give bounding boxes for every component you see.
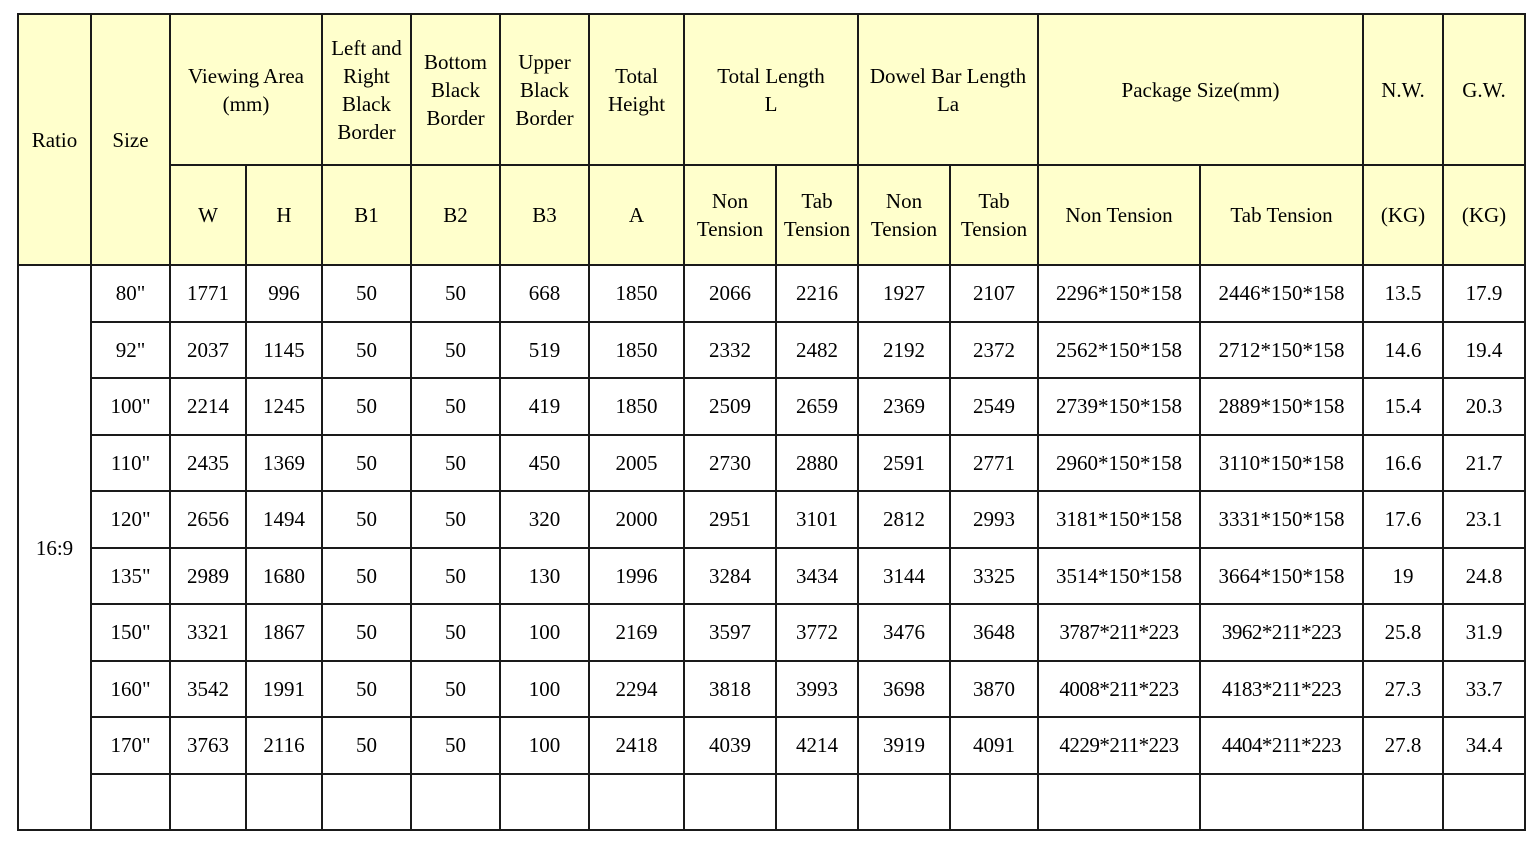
cell-b1: 50	[322, 378, 411, 435]
ratio-cell: 16:9	[18, 265, 91, 830]
cell-l-non: 2951	[684, 491, 776, 548]
header-bottom-line2: Black	[431, 77, 480, 102]
cell-la-tab: 3648	[950, 604, 1038, 661]
cell-gw: 31.9	[1443, 604, 1525, 661]
cell-pkg-non: 4229*211*223	[1038, 717, 1200, 774]
header-length-non-line1: Non	[711, 189, 749, 213]
cell-b2: 50	[411, 661, 500, 718]
cell-la-tab: 3870	[950, 661, 1038, 718]
header-b3: B3	[500, 165, 589, 265]
cell-pkg-tab: 3664*150*158	[1200, 548, 1363, 605]
cell-l-non: 2509	[684, 378, 776, 435]
table-row	[18, 491, 1525, 548]
cell-pkg-tab: 4404*211*223	[1200, 717, 1363, 774]
cell-la-non: 2192	[858, 322, 950, 379]
cell-size: 120"	[91, 491, 170, 548]
header-length-tab-tension	[776, 165, 858, 265]
header-length-tab-line2: Tension	[783, 217, 851, 241]
empty-cell	[776, 774, 858, 831]
cell-a: 2000	[589, 491, 684, 548]
cell-gw: 23.1	[1443, 491, 1525, 548]
header-gw: G.W.	[1443, 14, 1525, 165]
cell-nw: 17.6	[1363, 491, 1443, 548]
cell-h: 1680	[246, 548, 322, 605]
cell-nw: 27.8	[1363, 717, 1443, 774]
cell-size: 92"	[91, 322, 170, 379]
table-row	[18, 661, 1525, 718]
cell-size: 110"	[91, 435, 170, 492]
cell-h: 1991	[246, 661, 322, 718]
cell-nw: 15.4	[1363, 378, 1443, 435]
cell-l-non: 3597	[684, 604, 776, 661]
header-h: H	[246, 165, 322, 265]
header-row-primary	[18, 14, 1525, 165]
cell-b1: 50	[322, 604, 411, 661]
cell-a: 1850	[589, 322, 684, 379]
empty-cell	[91, 774, 170, 831]
table-row	[18, 435, 1525, 492]
cell-size: 80"	[91, 265, 170, 322]
header-left-right-border	[322, 14, 411, 165]
table-row	[18, 265, 1525, 322]
cell-l-tab: 2482	[776, 322, 858, 379]
cell-l-tab: 4214	[776, 717, 858, 774]
cell-pkg-non: 4008*211*223	[1038, 661, 1200, 718]
header-total-height-line1: Total	[615, 63, 658, 88]
cell-b3: 100	[500, 717, 589, 774]
cell-size: 100"	[91, 378, 170, 435]
header-dowel-tab-line1: Tab	[978, 189, 1010, 213]
cell-b1: 50	[322, 717, 411, 774]
header-dowel-line1: Dowel Bar Length	[869, 63, 1027, 88]
cell-b2: 50	[411, 604, 500, 661]
cell-la-tab: 3325	[950, 548, 1038, 605]
cell-a: 2418	[589, 717, 684, 774]
table-row-empty	[18, 774, 1525, 831]
header-dowel-non-line2: Tension	[870, 217, 938, 241]
cell-pkg-non: 2562*150*158	[1038, 322, 1200, 379]
cell-l-tab: 3434	[776, 548, 858, 605]
cell-b3: 519	[500, 322, 589, 379]
cell-pkg-non: 3181*150*158	[1038, 491, 1200, 548]
header-length-non-tension	[684, 165, 776, 265]
cell-nw: 27.3	[1363, 661, 1443, 718]
cell-b3: 668	[500, 265, 589, 322]
cell-la-tab: 2549	[950, 378, 1038, 435]
cell-size: 150"	[91, 604, 170, 661]
cell-gw: 21.7	[1443, 435, 1525, 492]
cell-la-non: 3698	[858, 661, 950, 718]
cell-l-tab: 2880	[776, 435, 858, 492]
table-row	[18, 717, 1525, 774]
cell-b1: 50	[322, 435, 411, 492]
cell-la-tab: 2771	[950, 435, 1038, 492]
cell-pkg-tab: 2446*150*158	[1200, 265, 1363, 322]
cell-w: 2656	[170, 491, 246, 548]
cell-gw: 34.4	[1443, 717, 1525, 774]
table-body	[18, 265, 1525, 830]
header-nw-unit: (KG)	[1363, 165, 1443, 265]
empty-cell	[589, 774, 684, 831]
header-package-size: Package Size(mm)	[1038, 14, 1363, 165]
cell-h: 996	[246, 265, 322, 322]
cell-b3: 100	[500, 604, 589, 661]
cell-gw: 17.9	[1443, 265, 1525, 322]
header-w: W	[170, 165, 246, 265]
header-b2: B2	[411, 165, 500, 265]
header-row-secondary	[18, 165, 1525, 265]
table-row	[18, 378, 1525, 435]
header-lr-line1: Left and	[331, 35, 402, 60]
cell-w: 2435	[170, 435, 246, 492]
header-b1: B1	[322, 165, 411, 265]
cell-nw: 14.6	[1363, 322, 1443, 379]
cell-b2: 50	[411, 435, 500, 492]
header-dowel-non-line1: Non	[885, 189, 923, 213]
cell-h: 1369	[246, 435, 322, 492]
header-total-height	[589, 14, 684, 165]
cell-h: 1145	[246, 322, 322, 379]
cell-h: 1494	[246, 491, 322, 548]
header-size: Size	[91, 14, 170, 265]
cell-pkg-non: 2296*150*158	[1038, 265, 1200, 322]
cell-a: 2169	[589, 604, 684, 661]
table-row	[18, 322, 1525, 379]
empty-cell	[170, 774, 246, 831]
cell-w: 2214	[170, 378, 246, 435]
cell-la-non: 2812	[858, 491, 950, 548]
header-total-length	[684, 14, 858, 165]
header-dowel-bar-length	[858, 14, 1038, 165]
cell-l-non: 2066	[684, 265, 776, 322]
header-total-length-line1: Total Length	[717, 63, 825, 88]
header-viewing-area-line2: (mm)	[222, 91, 270, 116]
header-lr-line2: Right	[343, 63, 390, 88]
header-dowel-tab-line2: Tension	[960, 217, 1028, 241]
cell-l-tab: 2216	[776, 265, 858, 322]
empty-cell	[322, 774, 411, 831]
header-viewing-area	[170, 14, 322, 165]
empty-cell	[950, 774, 1038, 831]
header-upper-line2: Black	[520, 77, 569, 102]
header-upper-line3: Border	[515, 105, 574, 130]
cell-pkg-tab: 3331*150*158	[1200, 491, 1363, 548]
header-upper-border	[500, 14, 589, 165]
empty-cell	[1038, 774, 1200, 831]
cell-b2: 50	[411, 548, 500, 605]
header-pkg-non-tension: Non Tension	[1038, 165, 1200, 265]
cell-h: 1245	[246, 378, 322, 435]
cell-la-non: 1927	[858, 265, 950, 322]
cell-b3: 100	[500, 661, 589, 718]
cell-la-non: 3476	[858, 604, 950, 661]
cell-l-non: 3818	[684, 661, 776, 718]
cell-b2: 50	[411, 717, 500, 774]
cell-b3: 130	[500, 548, 589, 605]
cell-la-non: 2591	[858, 435, 950, 492]
cell-pkg-tab: 2712*150*158	[1200, 322, 1363, 379]
empty-cell	[500, 774, 589, 831]
cell-la-non: 3144	[858, 548, 950, 605]
cell-l-non: 3284	[684, 548, 776, 605]
cell-l-tab: 2659	[776, 378, 858, 435]
cell-h: 1867	[246, 604, 322, 661]
cell-l-tab: 3772	[776, 604, 858, 661]
cell-a: 2294	[589, 661, 684, 718]
cell-w: 2037	[170, 322, 246, 379]
cell-b2: 50	[411, 378, 500, 435]
header-nw: N.W.	[1363, 14, 1443, 165]
cell-la-tab: 2993	[950, 491, 1038, 548]
empty-cell	[411, 774, 500, 831]
cell-w: 2989	[170, 548, 246, 605]
empty-cell	[858, 774, 950, 831]
cell-w: 3321	[170, 604, 246, 661]
cell-b2: 50	[411, 322, 500, 379]
cell-nw: 19	[1363, 548, 1443, 605]
cell-a: 1850	[589, 265, 684, 322]
header-total-height-line2: Height	[607, 91, 666, 116]
empty-cell	[684, 774, 776, 831]
cell-pkg-tab: 2889*150*158	[1200, 378, 1363, 435]
cell-b1: 50	[322, 491, 411, 548]
empty-cell	[1443, 774, 1525, 831]
cell-l-tab: 3993	[776, 661, 858, 718]
cell-nw: 25.8	[1363, 604, 1443, 661]
cell-w: 1771	[170, 265, 246, 322]
cell-la-tab: 4091	[950, 717, 1038, 774]
cell-pkg-non: 2960*150*158	[1038, 435, 1200, 492]
empty-cell	[246, 774, 322, 831]
cell-gw: 33.7	[1443, 661, 1525, 718]
cell-pkg-non: 2739*150*158	[1038, 378, 1200, 435]
header-viewing-area-line1: Viewing Area	[188, 63, 304, 88]
cell-gw: 20.3	[1443, 378, 1525, 435]
cell-b3: 320	[500, 491, 589, 548]
empty-cell	[1200, 774, 1363, 831]
table-row	[18, 548, 1525, 605]
cell-pkg-non: 3787*211*223	[1038, 604, 1200, 661]
cell-b1: 50	[322, 265, 411, 322]
cell-b3: 450	[500, 435, 589, 492]
cell-l-non: 4039	[684, 717, 776, 774]
header-dowel-line2: La	[936, 91, 960, 116]
cell-pkg-tab: 3110*150*158	[1200, 435, 1363, 492]
header-dowel-tab-tension	[950, 165, 1038, 265]
cell-l-tab: 3101	[776, 491, 858, 548]
empty-cell	[1363, 774, 1443, 831]
header-upper-line1: Upper	[518, 49, 571, 74]
cell-la-non: 2369	[858, 378, 950, 435]
header-length-non-line2: Tension	[696, 217, 764, 241]
header-bottom-line3: Border	[426, 105, 485, 130]
spec-table	[17, 13, 1526, 831]
header-lr-line3: Black	[342, 91, 391, 116]
cell-gw: 19.4	[1443, 322, 1525, 379]
cell-la-non: 3919	[858, 717, 950, 774]
cell-la-tab: 2372	[950, 322, 1038, 379]
cell-l-non: 2730	[684, 435, 776, 492]
cell-nw: 13.5	[1363, 265, 1443, 322]
header-bottom-border	[411, 14, 500, 165]
header-lr-line4: Border	[337, 119, 396, 144]
cell-pkg-tab: 3962*211*223	[1200, 604, 1363, 661]
header-a: A	[589, 165, 684, 265]
cell-size: 170"	[91, 717, 170, 774]
cell-a: 1850	[589, 378, 684, 435]
header-pkg-tab-tension: Tab Tension	[1200, 165, 1363, 265]
cell-gw: 24.8	[1443, 548, 1525, 605]
cell-b1: 50	[322, 661, 411, 718]
cell-pkg-tab: 4183*211*223	[1200, 661, 1363, 718]
cell-w: 3763	[170, 717, 246, 774]
cell-h: 2116	[246, 717, 322, 774]
cell-b1: 50	[322, 548, 411, 605]
cell-a: 1996	[589, 548, 684, 605]
header-gw-unit: (KG)	[1443, 165, 1525, 265]
cell-la-tab: 2107	[950, 265, 1038, 322]
cell-b3: 419	[500, 378, 589, 435]
header-bottom-line1: Bottom	[424, 49, 488, 74]
cell-size: 160"	[91, 661, 170, 718]
cell-b2: 50	[411, 491, 500, 548]
cell-nw: 16.6	[1363, 435, 1443, 492]
cell-size: 135"	[91, 548, 170, 605]
header-total-length-line2: L	[764, 91, 778, 116]
cell-w: 3542	[170, 661, 246, 718]
cell-b2: 50	[411, 265, 500, 322]
header-dowel-non-tension	[858, 165, 950, 265]
table-row	[18, 604, 1525, 661]
header-ratio: Ratio	[18, 14, 91, 265]
header-length-tab-line1: Tab	[801, 189, 833, 213]
cell-l-non: 2332	[684, 322, 776, 379]
cell-b1: 50	[322, 322, 411, 379]
cell-pkg-non: 3514*150*158	[1038, 548, 1200, 605]
cell-a: 2005	[589, 435, 684, 492]
